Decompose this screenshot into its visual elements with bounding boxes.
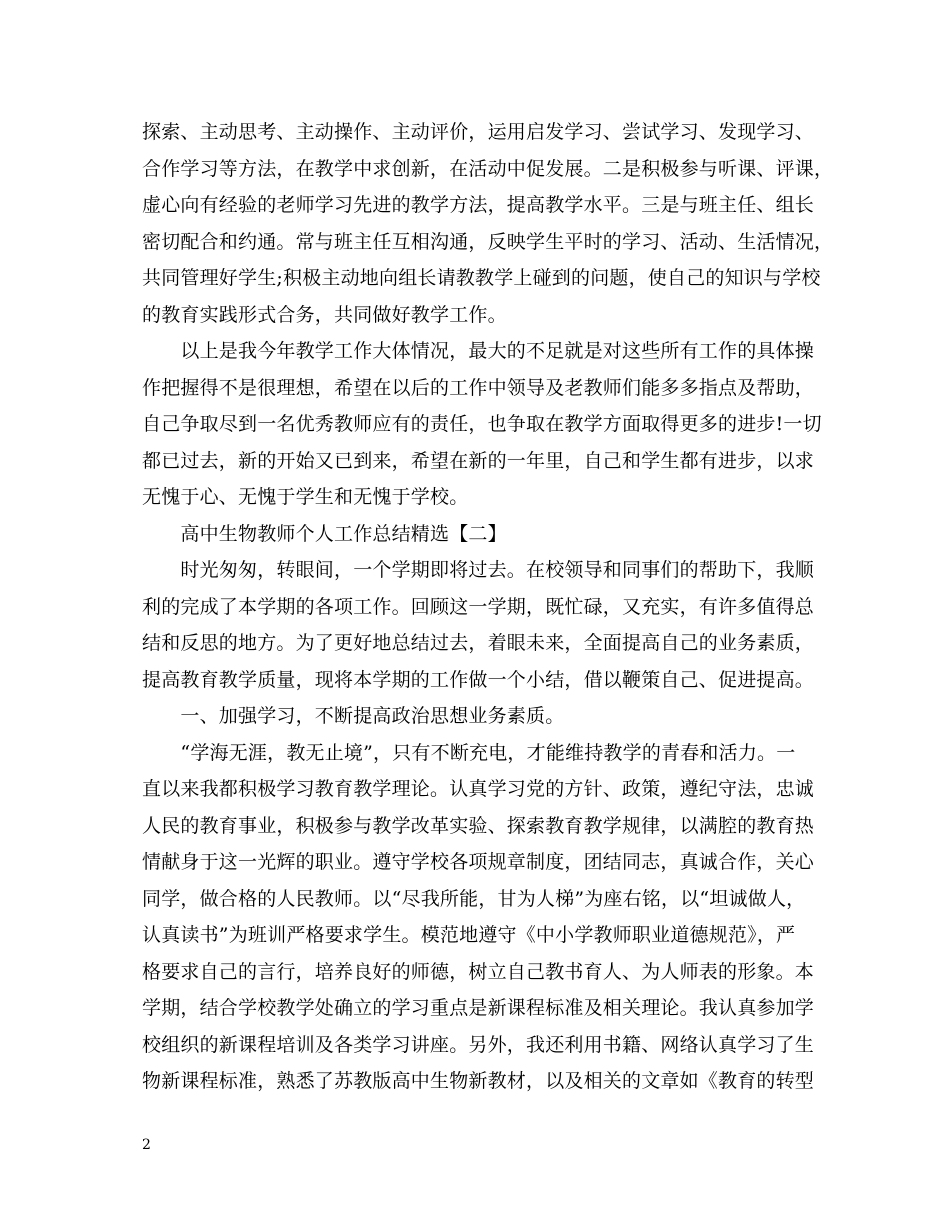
text-line: 探索、主动思考、主动操作、主动评价，运用启发学习、尝试学习、发现学习、	[142, 121, 815, 143]
text-line: 合作学习等方法，在教学中求创新，在活动中促发展。二是积极参与听课、评课，	[142, 157, 834, 180]
text-line: 密切配合和约通。常与班主任互相沟通，反映学生平时的学习、活动、生活情况，	[142, 230, 834, 253]
text-line: 格要求自己的言行，培养良好的师德，树立自己教书育人、为人师表的形象。本	[142, 960, 815, 983]
document-body	[142, 114, 834, 1100]
text-line: 人民的教育事业，积极参与教学改革实验、探索教育教学规律，以满腔的教育热	[142, 814, 815, 837]
page-number: 2	[142, 1137, 151, 1153]
text-line: 情献身于这一光辉的职业。遵守学校各项规章制度，团结同志，真诚合作，关心	[142, 851, 815, 873]
text-line: 虚心向有经验的老师学习先进的教学方法，提高教学水平。三是与班主任、组长	[142, 194, 815, 216]
text-line: 无愧于心、无愧于学生和无愧于学校。	[142, 486, 469, 508]
text-line: 直以来我都积极学习教育教学理论。认真学习党的方针、政策，遵纪守法，忠诚	[142, 778, 815, 800]
text-line: 校组织的新课程培训及各类学习讲座。另外，我还利用书籍、网络认真学习了生	[142, 1033, 815, 1056]
section-heading: 高中生物教师个人工作总结精选【二】	[142, 522, 507, 545]
text-line: 利的完成了本学期的各项工作。回顾这一学期，既忙碌，又充实，有许多值得总	[142, 595, 815, 618]
subsection-heading: 一、加强学习，不断提高政治思想业务素质。	[142, 705, 565, 727]
text-line: 物新课程标准，熟悉了苏教版高中生物新教材，以及相关的文章如《教育的转型	[142, 1070, 815, 1092]
text-line: 都已过去，新的开始又已到来，希望在新的一年里，自己和学生都有进步，以求	[142, 449, 815, 472]
text-line: 提高教育教学质量，现将本学期的工作做一个小结，借以鞭策自己、促进提高。	[142, 668, 815, 691]
text-line: 自己争取尽到一名优秀教师应有的责任，也争取在教学方面取得更多的进步!一切	[142, 413, 822, 435]
text-line: 共同管理好学生;积极主动地向组长请教教学上碰到的问题，使自己的知识与学校	[142, 267, 821, 289]
text-line: 认真读书”为班训严格要求学生。模范地遵守《中小学教师职业道德规范》，严	[142, 924, 796, 946]
text-line: 同学，做合格的人民教师。以“尽我所能，甘为人梯”为座右铭，以“坦诚做人，	[142, 887, 806, 910]
text-line: 作把握得不是很理想，希望在以后的工作中领导及老教师们能多多指点及帮助，	[142, 376, 815, 399]
text-line: “学海无涯，教无止境”，只有不断充电，才能维持教学的青春和活力。一	[142, 741, 796, 764]
text-line: 时光匆匆，转眼间，一个学期即将过去。在校领导和同事们的帮助下，我顺	[142, 559, 815, 581]
text-line: 以上是我今年教学工作大体情况，最大的不足就是对这些所有工作的具体操	[142, 340, 815, 362]
text-line: 的教育实践形式合务，共同做好教学工作。	[142, 303, 507, 326]
text-line: 学期，结合学校教学处确立的学习重点是新课程标准及相关理论。我认真参加学	[142, 997, 815, 1019]
text-line: 结和反思的地方。为了更好地总结过去，着眼未来，全面提高自己的业务素质，	[142, 632, 815, 654]
